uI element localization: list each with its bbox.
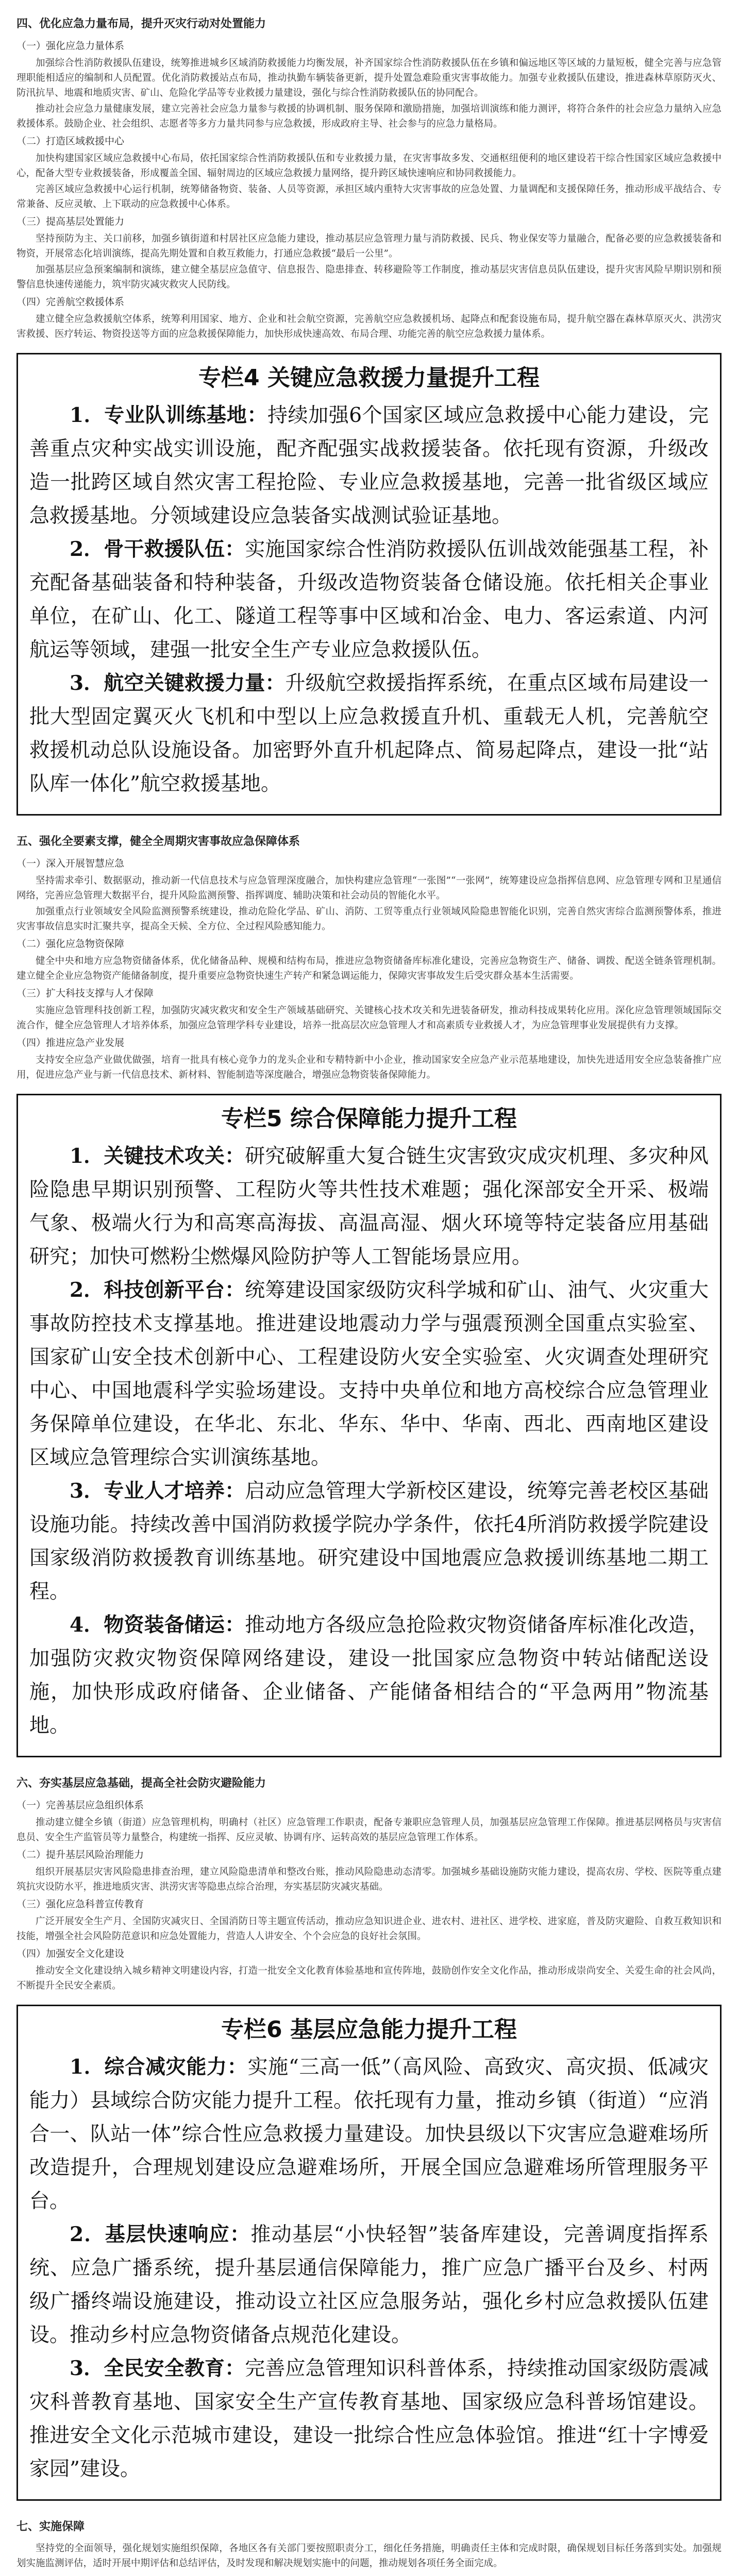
body-paragraph: 建立健全应急救援航空体系，统筹利用国家、地方、企业和社会航空资源，完善航空应急救援机场、起降点和配套设施布局，提升航空器在森林草原灭火、洪涝灾害救援、医疗转运、物资投送等方面的应急救援保障能力，加快形成快速高效、布局合理、功能完善的航空应急救援力量体系。 [16, 314, 722, 340]
column-item-text: 实施国家综合性消防救援队伍训战效能强基工程，补充配备基础装备和特种装备，升级改造物资装备仓储设施。依托相关企事业单位，在矿山、化工、隧道工程等事中区域和冶金、电力、客运索道、内河航运等领域，建强一批安全生产专业应急救援队伍。 [29, 538, 709, 662]
subsection-heading: （四）加强安全文化建设 [16, 1948, 125, 1959]
body-paragraph: 坚持预防为主、关口前移，加强乡镇街道和村居社区应急能力建设，推动基层应急管理力量与消防救援、民兵、物业保安等力量融合，配备必要的应急救援装备和物资，开展常态化培训演练，提高先期处置和自救互救能力，打通应急救援“最后一公里”。 [16, 233, 722, 259]
column-item-text: 实施“三高一低”（高风险、高致灾、高灾损、低减灾能力）县域综合防灾能力提升工程。依托现有力量，推动乡镇（街道）“应消合一、队站一体”综合性应急救援力量建设。加快县级以下灾害应急避难场所改造提升，合理规划建设应急避难场所，开展全国应急避难场所管理服务平台。 [29, 2056, 709, 2213]
column-item-lead: 2．基层快速响应： [70, 2223, 251, 2246]
column-item [29, 1140, 709, 1274]
section-heading: 六、夯实基层应急基础，提高全社会防灾避险能力 [16, 1777, 266, 1790]
special-column-4 [16, 353, 722, 816]
body-paragraph: 完善区域应急救援中心运行机制，统筹储备物资、装备、人员等资源，承担区域内重特大灾害事故的应急处置、力量调配和支援保障任务，推动形成平战结合、专常兼备、反应灵敏、上下联动的应急救援中心体系。 [16, 184, 722, 210]
subsection-heading: （三）强化应急科普宣传教育 [16, 1899, 144, 1910]
column-item-lead: 1．综合减灾能力： [70, 2055, 248, 2079]
document-part-2 [16, 833, 722, 1082]
subsection-heading: （四）完善航空救援体系 [16, 296, 125, 308]
special-column-6 [16, 2005, 722, 2501]
column-item [29, 1274, 709, 1475]
section-heading: 五、强化全要素支撑，健全全周期灾害事故应急保障体系 [16, 835, 300, 848]
body-paragraph: 组织开展基层灾害风险隐患排查治理，建立风险隐患清单和整改台账，推动风险隐患动态清零。加强城乡基础设施防灾能力建设，提高农房、学校、医院等重点建筑抗灾设防水平，推进地质灾害、洪涝灾害等隐患点综合治理，夯实基层防灾减灾基础。 [16, 1867, 722, 1892]
body-paragraph: 加快构建国家区域应急救援中心布局，依托国家综合性消防救援队伍和专业救援力量，在灾害事故多发、交通枢纽便利的地区建设若干综合性国家区域应急救援中心，配备大型专业救援装备，形成覆盖全国、辐射周边的区域应急救援力量网络，提升跨区域快速响应和协同救援能力。 [16, 153, 722, 179]
column-item [29, 533, 709, 667]
column-item-text: 持续加强6个国家区域应急救援中心能力建设，完善重点灾种实战实训设施，配齐配强实战救援装备。依托现有资源，升级改造一批跨区域自然灾害工程抢险、专业应急救援基地，完善一批省级区域应急救援基地。分领域建设应急装备实战测试验证基地。 [29, 404, 709, 528]
column-item-lead: 1．专业队训练基地： [70, 403, 267, 427]
column-item-lead: 3．全民安全教育： [70, 2357, 245, 2380]
column-item-lead: 4．物资装备储运： [70, 1613, 245, 1637]
body-paragraph: 推动建立健全乡镇（街道）应急管理机构，明确村（社区）应急管理工作职责，配备专兼职应急管理人员，加强基层应急管理工作保障。推进基层网格员与灾害信息员、安全生产监管员等力量整合，构建统一指挥、反应灵敏、协调有序、运转高效的基层应急管理工作体系。 [16, 1817, 722, 1843]
column-item-text: 统筹建设国家级防灾科学城和矿山、油气、火灾重大事故防控技术支撑基地。推进建设地震动力学与强震预测全国重点实验室、国家矿山安全技术创新中心、工程建设防火安全实验室、火灾调查处理研究中心、中国地震科学实验场建设。支持中央单位和地方高校综合应急管理业务保障单位建设，在华北、东北、华东、华中、华南、西北、西南地区建设区域应急管理综合实训演练基地。 [29, 1279, 709, 1469]
column-item-text: 完善应急管理知识科普体系，持续推动国家级防震减灾科普教育基地、国家安全生产宣传教育基地、国家级应急科普场馆建设。推进安全文化示范城市建设，建设一批综合性应急体验馆。推进“红十字博爱家园”建设。 [29, 2357, 709, 2481]
body-paragraph: 加强基层应急预案编制和演练，建立健全基层应急值守、信息报告、隐患排查、转移避险等工作制度，推动基层灾害信息员队伍建设，提升灾害风险早期识别和预警信息快速传递能力，筑牢防灾减灾救灾人民防线。 [16, 264, 722, 290]
column-item [29, 399, 709, 533]
body-paragraph: 广泛开展安全生产月、全国防灾减灾日、全国消防日等主题宣传活动，推动应急知识进企业、进农村、进社区、进学校、进家庭，普及防灾避险、自救互救知识和技能，增强全社会风险防范意识和应急处置能力，营造人人讲安全、个个会应急的良好社会氛围。 [16, 1916, 722, 1942]
column-item-lead: 1．关键技术攻关： [70, 1144, 245, 1168]
subsection-heading: （二）打造区域救援中心 [16, 135, 125, 147]
body-paragraph: 推动社会应急力量健康发展，建立完善社会应急力量参与救援的协调机制、服务保障和激励措施，加强培训演练和能力测评，将符合条件的社会应急力量纳入应急救援体系。鼓励企业、社会组织、志愿者等多方力量共同参与应急救援，形成政府主导、社会参与的应急力量格局。 [16, 104, 722, 129]
column-title: 专栏5 综合保障能力提升工程 [221, 1106, 517, 1132]
column-item [29, 1475, 709, 1608]
section [16, 2518, 722, 2571]
subsection-heading: （一）完善基层应急组织体系 [16, 1800, 144, 1811]
document-part-1 [16, 15, 722, 342]
subsection-heading: （二）提升基层风险治理能力 [16, 1849, 144, 1860]
body-paragraph: 加强综合性消防救援队伍建设，统筹推进城乡区域消防救援能力均衡发展，补齐国家综合性消防救援队伍在乡镇和偏远地区等区域的力量短板，健全完善与应急管理职能相适应的编制和人员配置。优化消防救援站点布局，推动执勤车辆装备更新，提升处置急难险重灾害事故能力。加强专业救援队伍建设，推进森林草原防灭火、防汛抗旱、地震和地质灾害、矿山、危险化学品等专业救援力量建设，强化与综合性消防救援队伍的协同配合。 [16, 58, 722, 98]
document-part-3 [16, 1775, 722, 1993]
subsection-heading: （一）强化应急力量体系 [16, 40, 125, 52]
column-item-text: 推动地方各级应急抢险救灾物资储备库标准化改造，加强防灾救灾物资保障网络建设，建设一批国家应急物资中转站储配送设施，加快形成政府储备、企业储备、产能储备相结合的“平急两用”物流基地。 [29, 1614, 709, 1737]
subsection-heading: （一）深入开展智慧应急 [16, 858, 125, 869]
subsection-heading: （四）推进应急产业发展 [16, 1037, 125, 1048]
column-item-lead: 2．骨干救援队伍： [70, 537, 245, 561]
section [16, 15, 722, 342]
column-item [29, 2218, 709, 2352]
column-item-text: 升级航空救援指挥系统，在重点区域布局建设一批大型固定翼灭火飞机和中型以上应急救援直升机、重载无人机，完善航空救援机动总队设施设备。加密野外直升机起降点、简易起降点，建设一批“站队库一体化”航空救援基地。 [29, 672, 709, 795]
column-item [29, 1608, 709, 1742]
column-title: 专栏6 基层应急能力提升工程 [221, 2016, 517, 2043]
body-paragraph: 推动安全文化建设纳入城乡精神文明建设内容，打造一批安全文化教育体验基地和宣传阵地，鼓励创作安全文化作品，推动形成崇尚安全、关爱生命的社会风尚，不断提升全民安全素质。 [16, 1965, 722, 1991]
body-paragraph: 支持安全应急产业做优做强，培育一批具有核心竞争力的龙头企业和专精特新中小企业，推动国家安全应急产业示范基地建设，加快先进适用安全应急装备推广应用，促进应急产业与新一代信息技术、新材料、智能制造等深度融合，增强应急物资装备保障能力。 [16, 1055, 722, 1080]
section-heading: 四、优化应急力量布局，提升灭灾行动对处置能力 [16, 18, 266, 30]
body-paragraph: 坚持党的全面领导，强化规划实施组织保障，各地区各有关部门要按照职责分工，细化任务措施，明确责任主体和完成时限，确保规划目标任务落到实处。加强规划实施监测评估，适时开展中期评估和总结评估，及时发现和解决规划实施中的问题，推动规划各项任务全面完成。 [16, 2543, 722, 2569]
section [16, 1775, 722, 1993]
body-paragraph: 坚持需求牵引、数据驱动，推动新一代信息技术与应急管理深度融合，加快构建应急管理“一张图”“一张网”，统筹建设应急指挥信息网、应急管理专网和卫星通信网络，完善应急管理大数据平台，提升风险监测预警、指挥调度、辅助决策和社会动员的智能化水平。 [16, 875, 722, 901]
column-item-text: 研究破解重大复合链生灾害致灾成灾机理、多灾种风险隐患早期识别预警、工程防火等共性技术难题；强化深部安全开采、极端气象、极端火行为和高寒高海拔、高温高湿、烟火环境等特定装备应用基础研究；加快可燃粉尘燃爆风险防护等人工智能场景应用。 [29, 1145, 709, 1268]
body-paragraph: 实施应急管理科技创新工程，加强防灾减灾救灾和安全生产领域基础研究、关键核心技术攻关和先进装备研发，推动科技成果转化应用。深化应急管理领域国际交流合作，健全应急管理人才培养体系，加强应急管理学科专业建设，培养一批高层次应急管理人才和高素质专业救援人才，为应急管理事业发展提供有力支撑。 [16, 1005, 722, 1031]
column-item-lead: 2．科技创新平台： [70, 1278, 245, 1302]
column-item [29, 667, 709, 801]
special-column-5 [16, 1094, 722, 1757]
section-heading: 七、实施保障 [16, 2520, 85, 2533]
column-item-text: 推动基层“小快轻智”装备库建设，完善调度指挥系统、应急广播系统，提升基层通信保障能力，推广应急广播平台及乡、村两级广播终端设施建设，推动设立社区应急服务站，强化乡村应急救援队伍建设。推动乡村应急物资储备点规范化建设。 [29, 2223, 709, 2347]
column-item-lead: 3．专业人才培养： [70, 1479, 245, 1503]
body-paragraph: 健全中央和地方应急物资储备体系，优化储备品种、规模和结构布局，推进应急物资储备库标准化建设，完善应急物资生产、储备、调拨、配送全链条管理机制。建立健全企业应急物资产能储备制度，提升重要应急物资快速生产转产和紧急调运能力，保障灾害事故发生后受灾群众基本生活需要。 [16, 956, 722, 981]
column-title: 专栏4 关键应急救援力量提升工程 [198, 365, 540, 391]
column-item-text: 启动应急管理大学新校区建设，统筹完善老校区基础设施功能。持续改善中国消防救援学院办学条件，依托4所消防救援学院建设国家级消防救援教育训练基地。研究建设中国地震应急救援训练基地二期工程。 [29, 1480, 709, 1603]
subsection-heading: （三）提高基层处置能力 [16, 216, 125, 227]
body-paragraph: 加强重点行业领域安全风险监测预警系统建设，推动危险化学品、矿山、消防、工贸等重点行业领域风险隐患智能化识别，完善自然灾害综合监测预警体系，推进灾害事故信息实时汇聚共享，提高全天候、全方位、全过程风险感知能力。 [16, 906, 722, 932]
section [16, 833, 722, 1082]
column-item [29, 2050, 709, 2218]
column-item-lead: 3．航空关键救援力量： [70, 671, 286, 695]
subsection-heading: （三）扩大科技支撑与人才保障 [16, 988, 154, 999]
subsection-heading: （二）强化应急物资保障 [16, 938, 125, 950]
document-part-4 [16, 2518, 722, 2571]
column-item [29, 2352, 709, 2486]
